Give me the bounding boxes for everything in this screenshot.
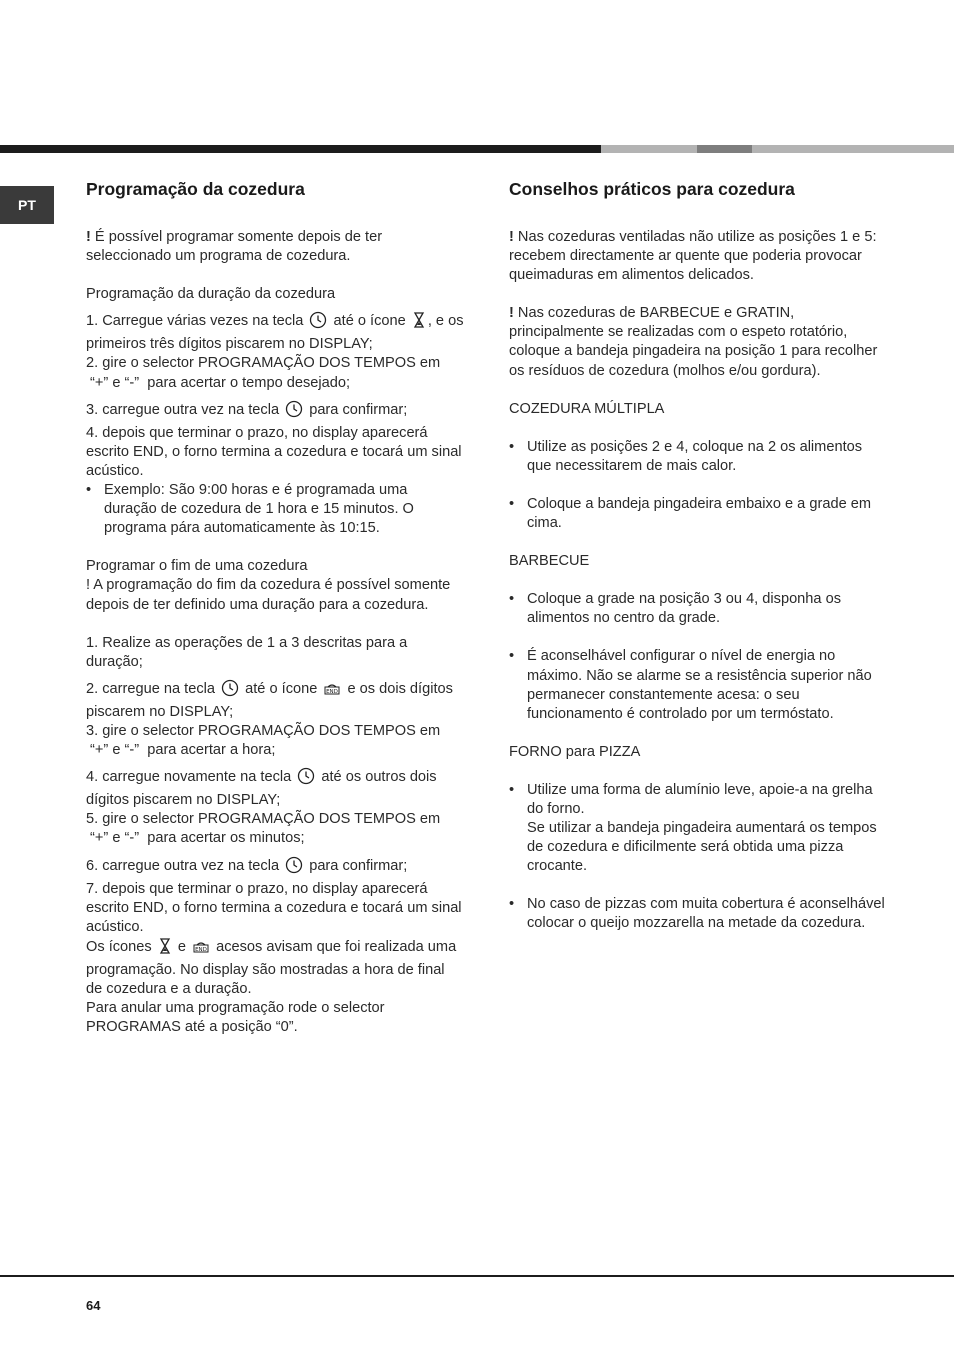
pizza-bullet-1: • Utilize uma forma de alumínio leve, apoie-a na grelha do forno. Se utilizar a bandeja pingadeira aumentará os tempos de cozedura e dificilmente será obtida uma pizza crocante.: [509, 781, 889, 876]
section-title-tips: Conselhos práticos para cozedura: [509, 179, 795, 199]
footer-rule: [0, 1275, 954, 1277]
step-3: 3. carregue outra vez na tecla para confirmar;: [86, 400, 464, 424]
end-cooking-icon: [323, 679, 341, 703]
clock-key-icon: [309, 311, 327, 335]
clock-key-icon: [285, 400, 303, 424]
tip-ventilated: ! Nas cozeduras ventiladas não utilize as posições 1 e 5: recebem directamente ar quente que poderia provocar queimaduras em alimentos delicados.: [509, 229, 877, 284]
svg-text:END: END: [326, 688, 339, 695]
step-2: 2. gire o selector PROGRAMAÇÃO DOS TEMPOS em “+” e “-” para acertar o tempo desejado;: [86, 355, 441, 391]
svg-text:END: END: [195, 946, 207, 953]
subheading-multiple: COZEDURA MÚLTIPLA: [509, 400, 665, 417]
step-1: 1. Carregue várias vezes na tecla até o ícone , e os primeiros três dígitos piscarem no DISPLAY;: [86, 313, 464, 353]
icons-note: Os ícones e END acesos avisam que foi realizada uma programação. No display são mostradas a hora de final de cozedura e a duração.: [86, 938, 457, 998]
multiple-bullet-2: • Coloque a bandeja pingadeira embaixo e a grade em cima.: [509, 495, 889, 533]
end-step-3: 3. gire o selector PROGRAMAÇÃO DOS TEMPOS em “+” e “-” para acertar a hora;: [86, 722, 441, 759]
step-4: 4. depois que terminar o prazo, no display aparecerá escrito END, o forno termina a cozedura e tocará um sinal acústico.: [86, 424, 462, 479]
right-column: [509, 178, 889, 934]
tip-barbecue-gratin: ! Nas cozeduras de BARBECUE e GRATIN, principalmente se realizadas com o espeto rotatório, coloque a bandeja pingadeira na posição 1 para recolher os resíduos de cozedura (molhos e/ou gordura).: [509, 305, 878, 379]
duration-hourglass-icon: [158, 937, 172, 961]
subheading-end-time: Programar o fim de uma cozedura: [86, 558, 308, 575]
barbecue-bullet-1: • Coloque a grade na posição 3 ou 4, disponha os alimentos no centro da grade.: [509, 590, 889, 628]
end-step-6: 6. carregue outra vez na tecla para confirmar;: [86, 856, 464, 880]
clock-key-icon: [285, 856, 303, 880]
page-number: 64: [86, 1298, 101, 1313]
subheading-pizza: FORNO para PIZZA: [509, 743, 641, 760]
subheading-duration: Programação da duração da cozedura: [86, 286, 336, 303]
header-bar-mid: [697, 145, 752, 153]
example-bullet: • Exemplo: São 9:00 horas e é programada uma duração de cozedura de 1 hora e 15 minutos. O programa pára automaticamente às 10:15.: [86, 481, 464, 538]
clock-key-icon: [297, 767, 315, 791]
multiple-bullet-1: • Utilize as posições 2 e 4, coloque na 2 os alimentos que necessitarem de mais calor.: [509, 438, 889, 476]
left-column: [86, 178, 464, 1037]
header-bar-dark: [0, 145, 601, 153]
duration-hourglass-icon: [412, 311, 426, 335]
barbecue-bullet-2: • É aconselhável configurar o nível de energia no máximo. Não se alarme se a resistência superior não permanecer constantemente acesa: o seu funcionamento é controlado por um termóstato.: [509, 647, 889, 723]
section-title-programming: Programação da cozedura: [86, 179, 305, 199]
end-cooking-icon: [192, 937, 210, 961]
end-step-7: 7. depois que terminar o prazo, no display aparecerá escrito END, o forno termina a cozedura e tocará um sinal acústico.: [86, 880, 462, 935]
pizza-bullet-2: • No caso de pizzas com muita cobertura é aconselhável colocar o queijo mozzarella na metade da cozedura.: [509, 895, 889, 933]
end-step-1: 1. Realize as operações de 1 a 3 descritas para a duração;: [86, 634, 408, 670]
subheading-barbecue: BARBECUE: [509, 553, 590, 570]
clock-key-icon: [221, 679, 239, 703]
end-time-note: ! A programação do fim da cozedura é possível somente depois de ter definido uma duração para a cozedura.: [86, 577, 451, 613]
end-step-4: 4. carregue novamente na tecla até os outros dois dígitos piscarem no DISPLAY;: [86, 769, 437, 809]
header-color-bar: [0, 145, 954, 153]
language-tab: PT: [0, 186, 54, 224]
header-bar-light: [601, 145, 697, 153]
intro-note: ! É possível programar somente depois de ter seleccionado um programa de cozedura.: [86, 229, 383, 265]
end-step-2: 2. carregue na tecla até o ícone END e os dois dígitos piscarem no DISPLAY;: [86, 680, 453, 720]
end-step-5: 5. gire o selector PROGRAMAÇÃO DOS TEMPOS em “+” e “-” para acertar os minutos;: [86, 811, 441, 847]
cancel-note: Para anular uma programação rode o selector PROGRAMAS até a posição “0”.: [86, 1000, 385, 1036]
header-bar-light-right: [752, 145, 954, 153]
